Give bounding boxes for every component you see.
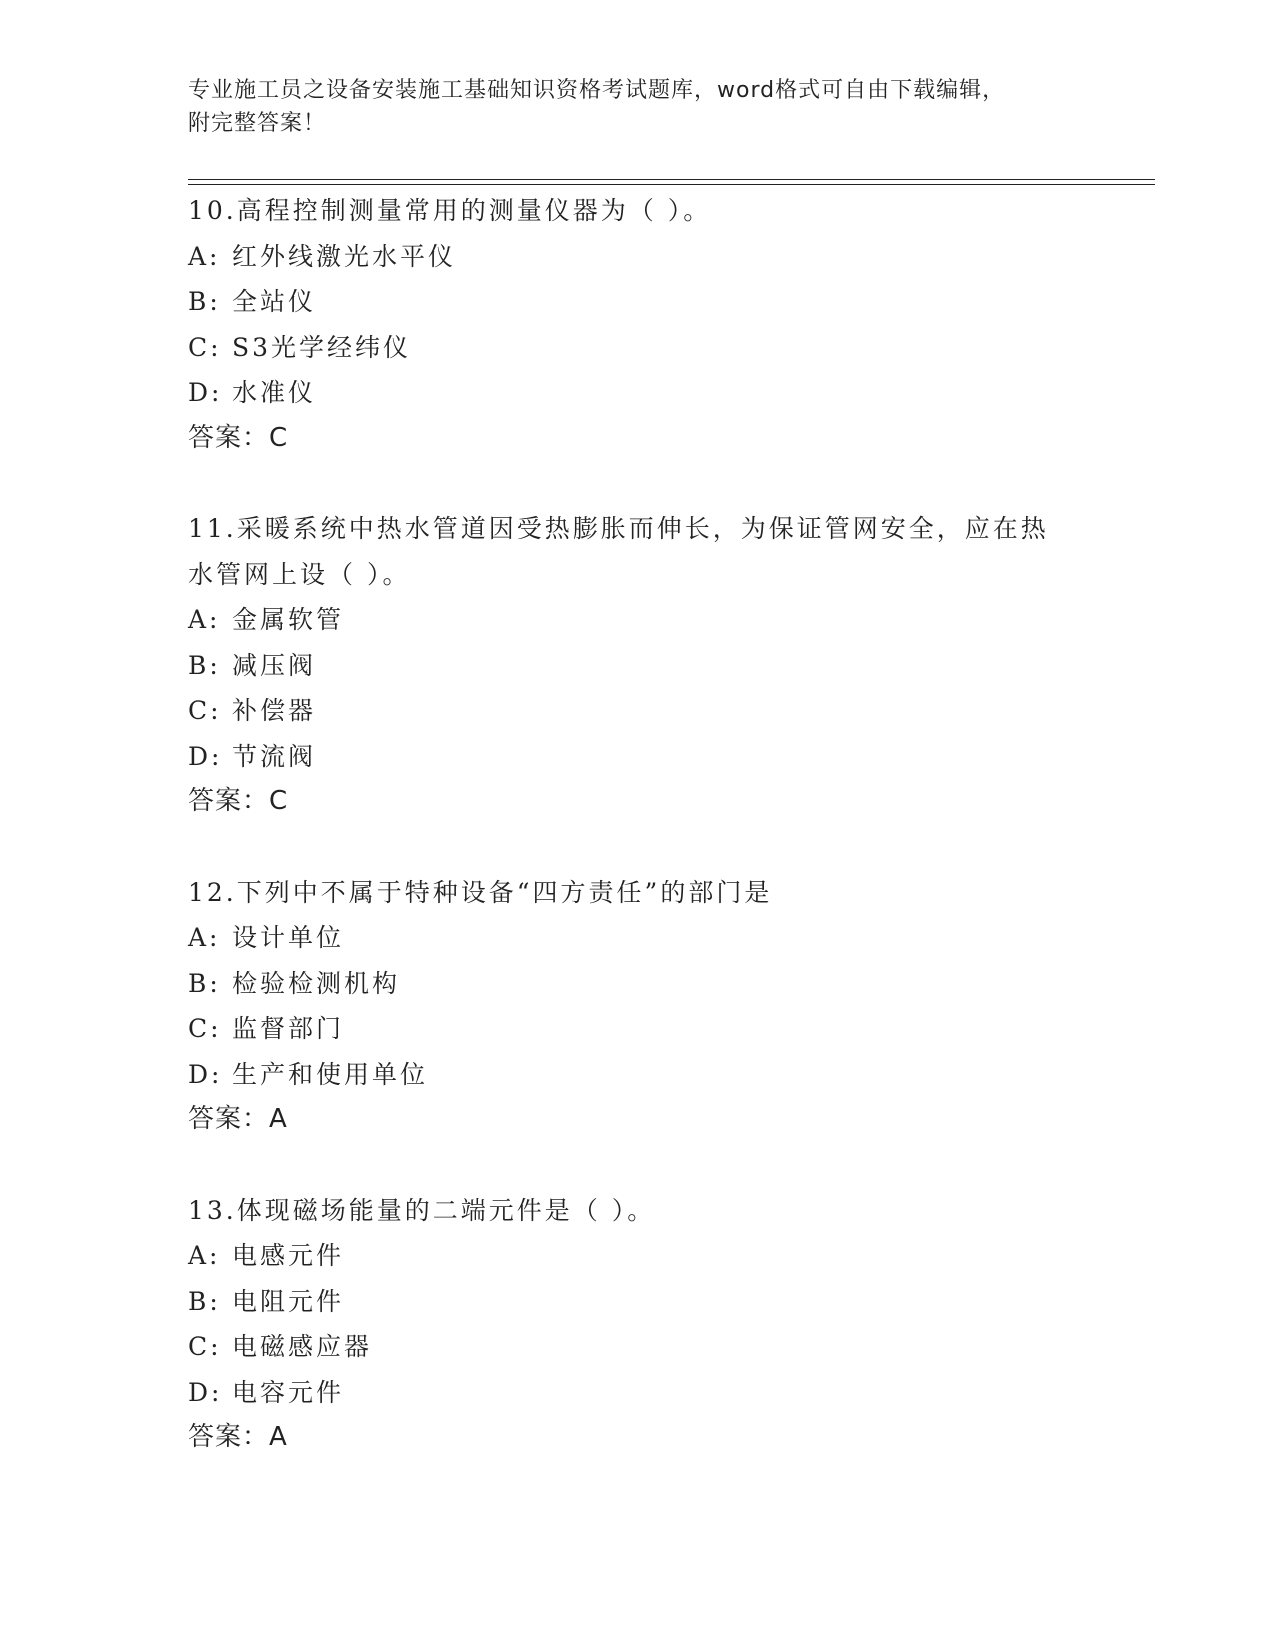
option-a	[188, 1233, 1088, 1279]
option-key: A:	[188, 605, 221, 634]
option-text: 补偿器	[232, 696, 317, 725]
answer-label: 答案：A	[188, 1422, 288, 1452]
option-text: 水准仪	[232, 378, 317, 407]
option-key: C:	[188, 696, 222, 725]
option-a	[188, 597, 1088, 643]
answer-label: 答案：C	[188, 786, 289, 816]
header-line-2: 附完整答案！	[188, 111, 327, 136]
option-text: 电磁感应器	[232, 1332, 373, 1361]
option-key: A:	[188, 241, 221, 271]
question-13	[188, 1188, 1088, 1461]
answer-label: 答案：C	[188, 422, 289, 453]
option-key: B:	[188, 287, 221, 316]
header-divider-top	[188, 179, 1155, 180]
option-text: 检验检测机构	[232, 968, 401, 998]
option-d	[188, 734, 1088, 780]
option-b	[188, 961, 1088, 1007]
question-10	[188, 188, 1088, 461]
option-a	[188, 915, 1088, 961]
question-12	[188, 870, 1088, 1143]
question-stem: 13.体现磁场能量的二端元件是（ ）。	[188, 1195, 656, 1225]
question-stem: 11.采暖系统中热水管道因受热膨胀而伸长，为保证管网安全，应在热水管网上设（ ）。	[188, 514, 1049, 589]
option-key: A:	[188, 923, 221, 952]
option-text: 全站仪	[232, 287, 317, 316]
question-stem: 10.高程控制测量常用的测量仪器为（ ）。	[188, 196, 712, 225]
option-key: B:	[188, 968, 221, 998]
option-key: D:	[188, 1059, 223, 1089]
option-c	[188, 1006, 1088, 1052]
option-key: D:	[188, 741, 223, 771]
option-key: B:	[188, 1286, 221, 1316]
option-d	[188, 1052, 1088, 1098]
option-key: A:	[188, 1241, 221, 1270]
option-text: S3光学经纬仪	[232, 332, 412, 362]
option-d	[188, 370, 1088, 416]
option-text: 节流阀	[232, 741, 317, 771]
option-c	[188, 688, 1088, 734]
header-line-1: 专业施工员之设备安装施工基础知识资格考试题库，word格式可自由下载编辑，	[188, 78, 1006, 103]
option-key: C:	[188, 332, 222, 362]
option-text: 生产和使用单位	[232, 1059, 429, 1089]
option-text: 红外线激光水平仪	[232, 241, 457, 271]
option-a	[188, 234, 1088, 280]
option-b	[188, 1279, 1088, 1325]
option-text: 金属软管	[232, 605, 345, 634]
option-b	[188, 643, 1088, 689]
option-key: D:	[188, 378, 223, 407]
option-text: 设计单位	[232, 923, 345, 952]
option-key: C:	[188, 1014, 222, 1043]
header-divider-bottom	[188, 184, 1155, 185]
option-text: 电感元件	[232, 1241, 345, 1270]
option-key: D:	[188, 1377, 223, 1407]
option-key: C:	[188, 1332, 222, 1361]
question-stem: 12.下列中不属于特种设备“四方责任”的部门是	[188, 877, 773, 907]
option-text: 减压阀	[232, 650, 317, 680]
answer-label: 答案：A	[188, 1104, 288, 1134]
option-c	[188, 325, 1088, 371]
question-11	[188, 506, 1088, 825]
option-key: B:	[188, 650, 221, 680]
option-text: 电容元件	[232, 1377, 345, 1407]
option-d	[188, 1370, 1088, 1416]
option-b	[188, 279, 1088, 325]
option-c	[188, 1324, 1088, 1370]
question-list	[188, 188, 1088, 1506]
option-text: 监督部门	[232, 1014, 345, 1043]
document-header	[188, 74, 1068, 140]
option-text: 电阻元件	[232, 1286, 345, 1316]
